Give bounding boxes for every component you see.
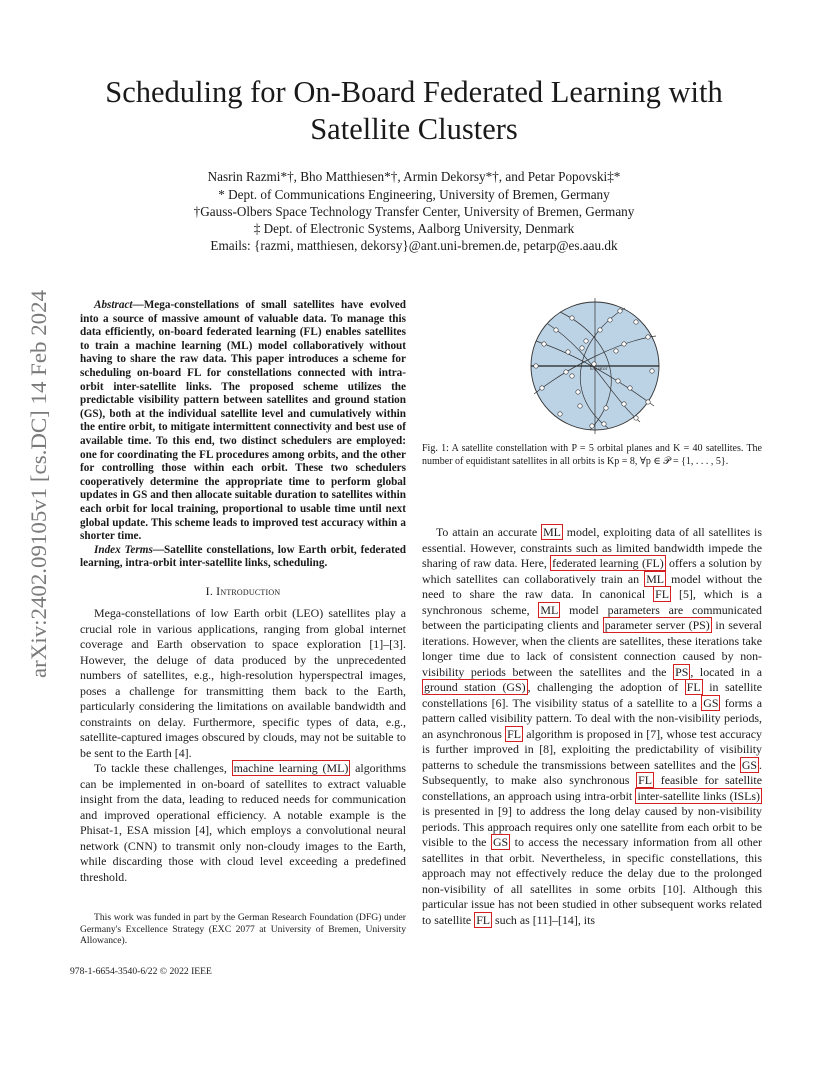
acronym-link-gs[interactable]: GS — [492, 835, 509, 849]
constellation-figure — [520, 296, 670, 436]
acronym-link-fl[interactable]: FL — [638, 773, 653, 787]
acronym-link-gs[interactable]: GS — [703, 695, 719, 710]
left-column — [80, 299, 406, 885]
abstract-label: Abstract — [94, 299, 133, 311]
acronym-link-ml[interactable]: ML — [646, 571, 665, 586]
section-heading: I. Introduction — [205, 583, 281, 598]
constellation-diagram — [520, 296, 670, 436]
intro-paragraph-2: To tackle these challenges, machine learning (ML) algorithms can be implemented in on-board of satellites to extract valuable insight from the data, leading to reduced needs for communication and improved operational efficiency. A notable example is the Phisat-1, ESA mission [4], which employs a convolutional neural network (CNN) to transmit only non-cloudy images to the Earth, while discarding those with cloud level exceeding a predefined threshold. — [80, 761, 406, 884]
acronym-link-gs[interactable]: GS — [741, 757, 758, 772]
acronym-link-ps-full[interactable]: parameter server (PS) — [604, 618, 710, 632]
acronym-link-fl[interactable]: FL — [507, 726, 522, 741]
acronym-link-fl-full[interactable]: federated learning (FL) — [552, 556, 664, 570]
affiliation-3: ‡ Dept. of Electronic Systems, Aalborg University, Denmark — [253, 221, 575, 236]
acronym-link-ml[interactable]: ML — [540, 602, 559, 617]
equator-label: Equator — [590, 366, 608, 372]
acronym-link-fl[interactable]: FL — [476, 912, 491, 927]
affiliation-1: * Dept. of Communications Engineering, University of Bremen, Germany — [218, 187, 610, 202]
arxiv-stamp — [16, 290, 56, 680]
right-paragraph: To attain an accurate ML model, exploiting data of all satellites is essential. However, constraints such as limited bandwidth impede the sharing of raw data. Here, federated learning (FL) offers a solution by which satellites can collaboratively train an ML model without the need to share the raw data. In canonical FL [5], which is a synchronous scheme, ML model parameters are communicated between the participating clients and parameter server (PS) in several iterations. However, when the clients are satellites, these iterations take longer time due to lack of consistent connection caused by non-visibility periods between the satellites and the PS , located in a ground station (GS) , challenging the adoption of FL in satellite constellations [6]. The visibility status of a satellite to a GS forms a pattern called visibility pattern. To deal with the non-visibility periods, an asynchronous FL algorithm is proposed in [7], whose test accuracy is further improved in [8], exploiting the predictability of visibility patterns to schedule the transmissions between satellites and the GS . Subsequently, to make also synchronous FL feasible for satellite constellations, an approach using intra-orbit inter-satellite links (ISLs) is presented in [9] to address the long delay caused by non-visibility periods. This approach requires only one satellite from each orbit to be visible to the GS to access the necessary information from all other satellites in that orbit. Nevertheless, in specific constellations, this approach may not effectively reduce the delay due to the prolonged non-visibility of all satellites in some orbits [10]. Although this particular issue has not been studied in other subsequent works related to satellite FL such as [11]–[14], its — [422, 525, 763, 927]
acronym-link-fl[interactable]: FL — [655, 587, 670, 601]
title-line-2: Satellite Clusters — [310, 112, 518, 146]
index-terms-label: Index Terms — [94, 543, 153, 556]
acronym-link-fl[interactable]: FL — [686, 680, 701, 694]
author-emails: Emails: {razmi, matthiesen, dekorsy}@ant.uni-bremen.de, petarp@es.aau.dk — [210, 238, 618, 253]
acronym-link-ps[interactable]: PS — [675, 664, 689, 679]
footnote: This work was funded in part by the German Research Foundation (DFG) under Germany's Excellence Strategy (EXC 2077 at University of Bremen, University Allowance). — [80, 912, 406, 947]
arxiv-stamp-text: arXiv:2402.09105v1 [cs.DC] 14 Feb 2024 — [26, 296, 51, 678]
intro-paragraph-1: Mega-constellations of low Earth orbit (LEO) satellites play a crucial role in various applications, ranging from global internet coverage and Earth observation to space exploration [1]–[3]. However, the deluge of data produced by the unprecedented numbers of satellites, e.g., high-resolution hyperspectral images, poses a challenge for transmitting them back to the Earth, particularly considering the limitations on available bandwidth and constraints on delay. Furthermore, specific types of data, e.g., satellite-captured images obscured by clouds, may not be suitable to be sent to the Earth [4]. — [80, 606, 406, 760]
acronym-link-isl-full[interactable]: inter-satellite links (ISLs) — [637, 788, 760, 803]
abstract-body: —Mega-constellations of small satellites have evolved into a source of massive amount of valuable data. To manage this data efficiently, on-board federated learning (FL) enables satellites to train a machine learning (ML) model collaboratively without having to share the raw data. This paper introduces a scheme for scheduling on-board FL for constellations connected with intra-orbit inter-satellite links. The proposed scheme utilizes the predictable visibility pattern between satellites and ground station (GS), both at the individual satellite level and cumulatively within the entire orbit, to mitigate intermittent connectivity and best use of available time. To this end, two distinct schedulers are employed: one for coordinating the FL procedures among orbits, and the other for controlling those within each orbit. These two schedulers cooperatively determine the appropriate time to perform global updates in GS and then allocate suitable duration to satellites within each orbit for local training, proportional to usable time until next global update. This scheme leads to improved test accuracy within a shorter time. — [80, 299, 406, 543]
right-column — [422, 525, 762, 928]
copyright-notice: 978-1-6654-3540-6/22 © 2022 IEEE — [70, 966, 212, 977]
acronym-link-gs-full[interactable]: ground station (GS) — [424, 680, 526, 694]
acronym-link-ml[interactable]: machine learning (ML) — [233, 761, 349, 776]
author-list: Nasrin Razmi*†, Bho Matthiesen*†, Armin Dekorsy*†, and Petar Popovski‡* — [207, 169, 621, 184]
affiliation-2: †Gauss-Olbers Space Technology Transfer Center, University of Bremen, Germany — [193, 204, 635, 219]
paper-title — [40, 74, 788, 148]
figure-caption: Fig. 1: A satellite constellation with P = 5 orbital planes and K = 40 satellites. The number of equidistant satellites in all orbits is Kp = 8, ∀p ∈ 𝒫 = {1, . . . , 5}. — [422, 443, 762, 467]
index-terms-body: —Satellite constellations, low Earth orbit, federated learning, intra-orbit inter-satellite links, scheduling. — [80, 543, 406, 570]
abstract — [80, 299, 406, 544]
index-terms — [80, 544, 406, 571]
acronym-link-ml[interactable]: ML — [543, 525, 561, 539]
footnote-area — [80, 912, 406, 947]
title-line-1: Scheduling for On-Board Federated Learning with — [105, 75, 723, 109]
